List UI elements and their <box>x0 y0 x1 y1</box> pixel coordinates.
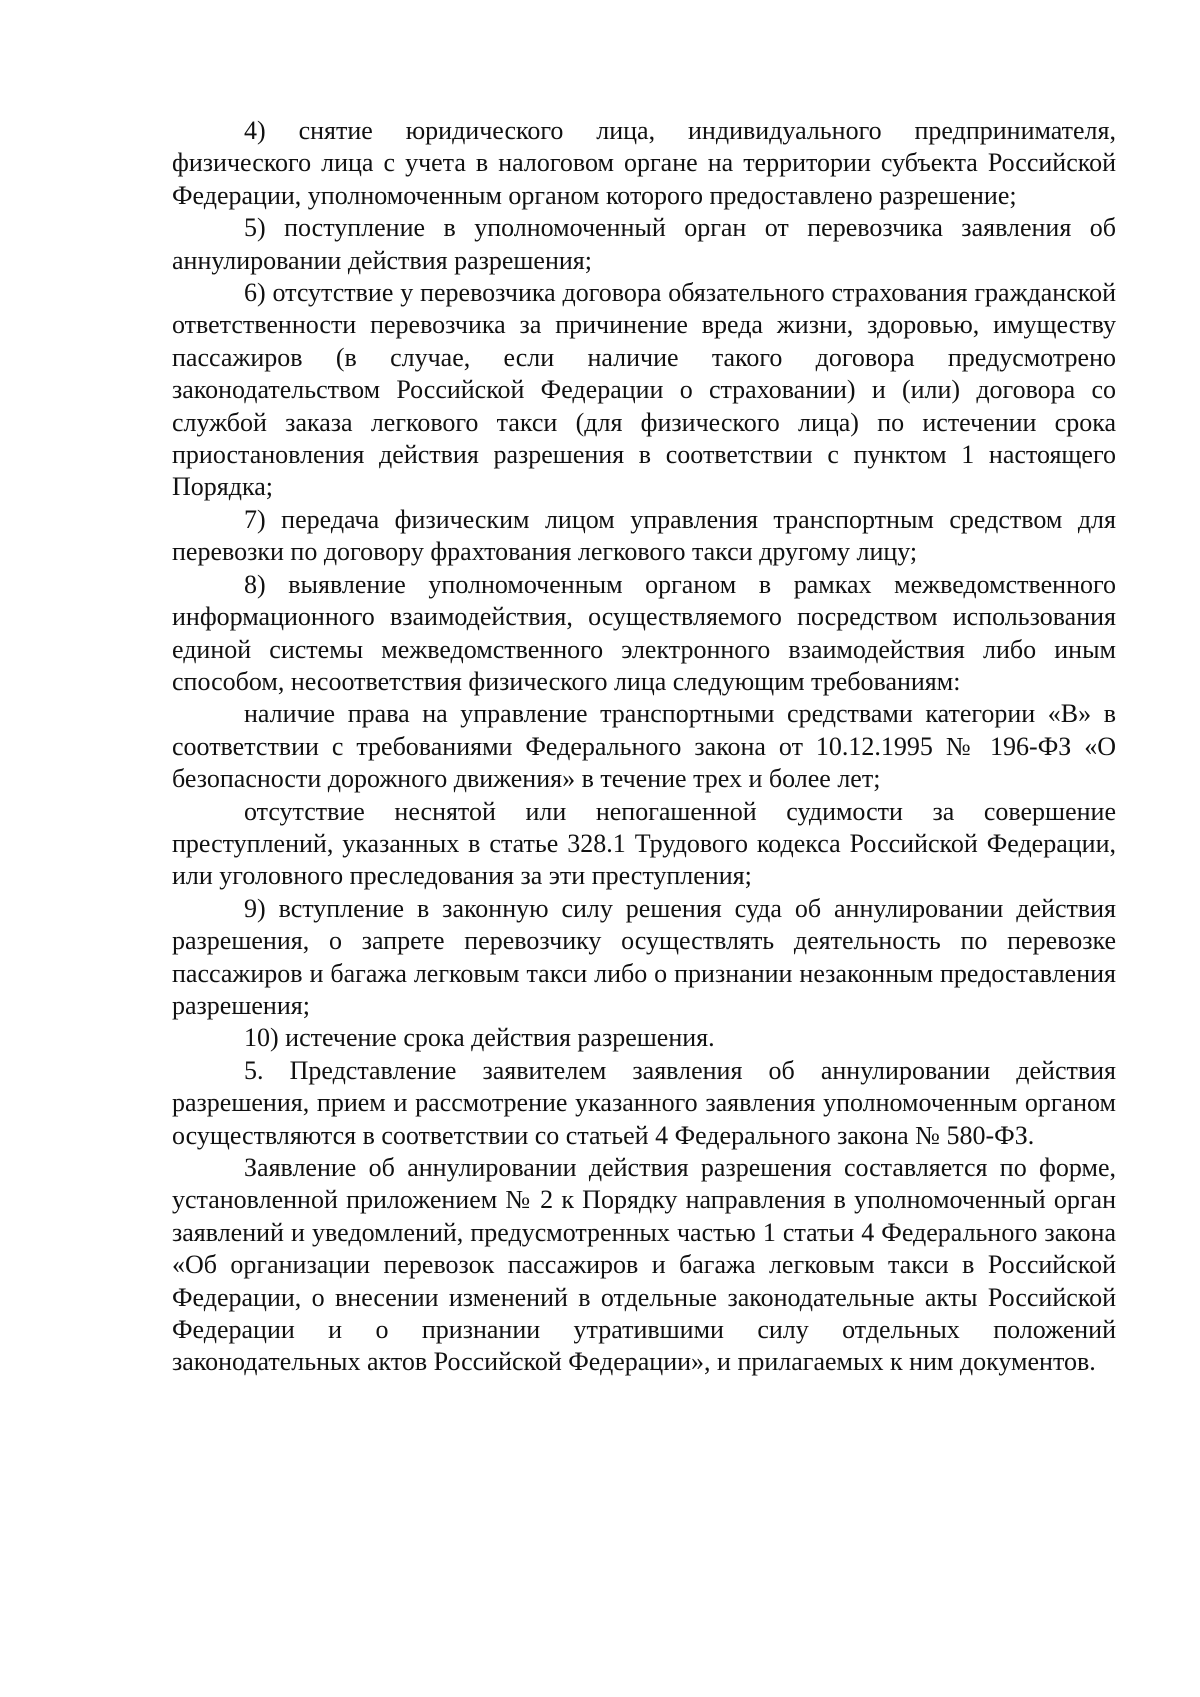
paragraph-section-5: 5. Представление заявителем заявления об аннулировании действия разрешения, прием и рассмотрение указанного заявления уполномоченным органом осуществляются в соответствии со статьей 4 Федерального закона № 580-ФЗ. <box>172 1055 1116 1150</box>
paragraph-application-form: Заявление об аннулировании действия разрешения составляется по форме, установленной приложением № 2 к Порядку направления в уполномоченный орган заявлений и уведомлений, предусмотренных частью 1 статьи 4 Федерального закона «Об организации перевозок пассажиров и багажа легковым такси в Российской Федерации, о внесении изменений в отдельные законодательные акты Российской Федерации и о признании утратившими силу отдельных положений законодательных актов Российской Федерации», и прилагаемых к ним документов. <box>172 1153 1116 1377</box>
paragraph-item-6: 6) отсутствие у перевозчика договора обязательного страхования гражданской ответственности перевозчика за причинение вреда жизни, здоровью, имуществу пассажиров (в случае, если наличие такого договора предусмотрено законодательством Российской Федерации о страховании) и (или) договора со службой заказа легкового такси (для физического лица) по истечении срока приостановления действия разрешения в соответствии с пунктом 1 настоящего Порядка; <box>172 278 1116 502</box>
paragraph-item-9: 9) вступление в законную силу решения суда об аннулировании действия разрешения, о запрете перевозчику осуществлять деятельность по перевозке пассажиров и багажа легковым такси либо о признании незаконным предоставления разрешения; <box>172 893 1116 1020</box>
paragraph-item-7: 7) передача физическим лицом управления транспортным средством для перевозки по договору фрахтования легкового такси другому лицу; <box>172 504 1116 567</box>
paragraph-item-8: 8) выявление уполномоченным органом в рамках межведомственного информационного взаимодействия, осуществляемого посредством использования единой системы межведомственного электронного взаимодействия либо иным способом, несоответствия физического лица следующим требованиям: <box>172 569 1116 696</box>
paragraph-requirement-no-conviction: отсутствие неснятой или непогашенной судимости за совершение преступлений, указанных в статье 328.1 Трудового кодекса Российской Федерации, или уголовного преследования за эти преступления; <box>172 796 1116 891</box>
paragraph-item-10: 10) истечение срока действия разрешения. <box>244 1023 715 1053</box>
paragraph-item-5: 5) поступление в уполномоченный орган от перевозчика заявления об аннулировании действия разрешения; <box>172 213 1116 275</box>
paragraph-item-4: 4) снятие юридического лица, индивидуального предпринимателя, физического лица с учета в налоговом органе на территории субъекта Российской Федерации, уполномоченным органом которого предоставлено разрешение; <box>172 116 1116 210</box>
document-body <box>172 115 1116 1379</box>
paragraph-requirement-license: наличие права на управление транспортными средствами категории «B» в соответствии с требованиями Федерального закона от 10.12.1995 № 196-ФЗ «О безопасности дорожного движения» в течение трех и более лет; <box>172 699 1116 794</box>
